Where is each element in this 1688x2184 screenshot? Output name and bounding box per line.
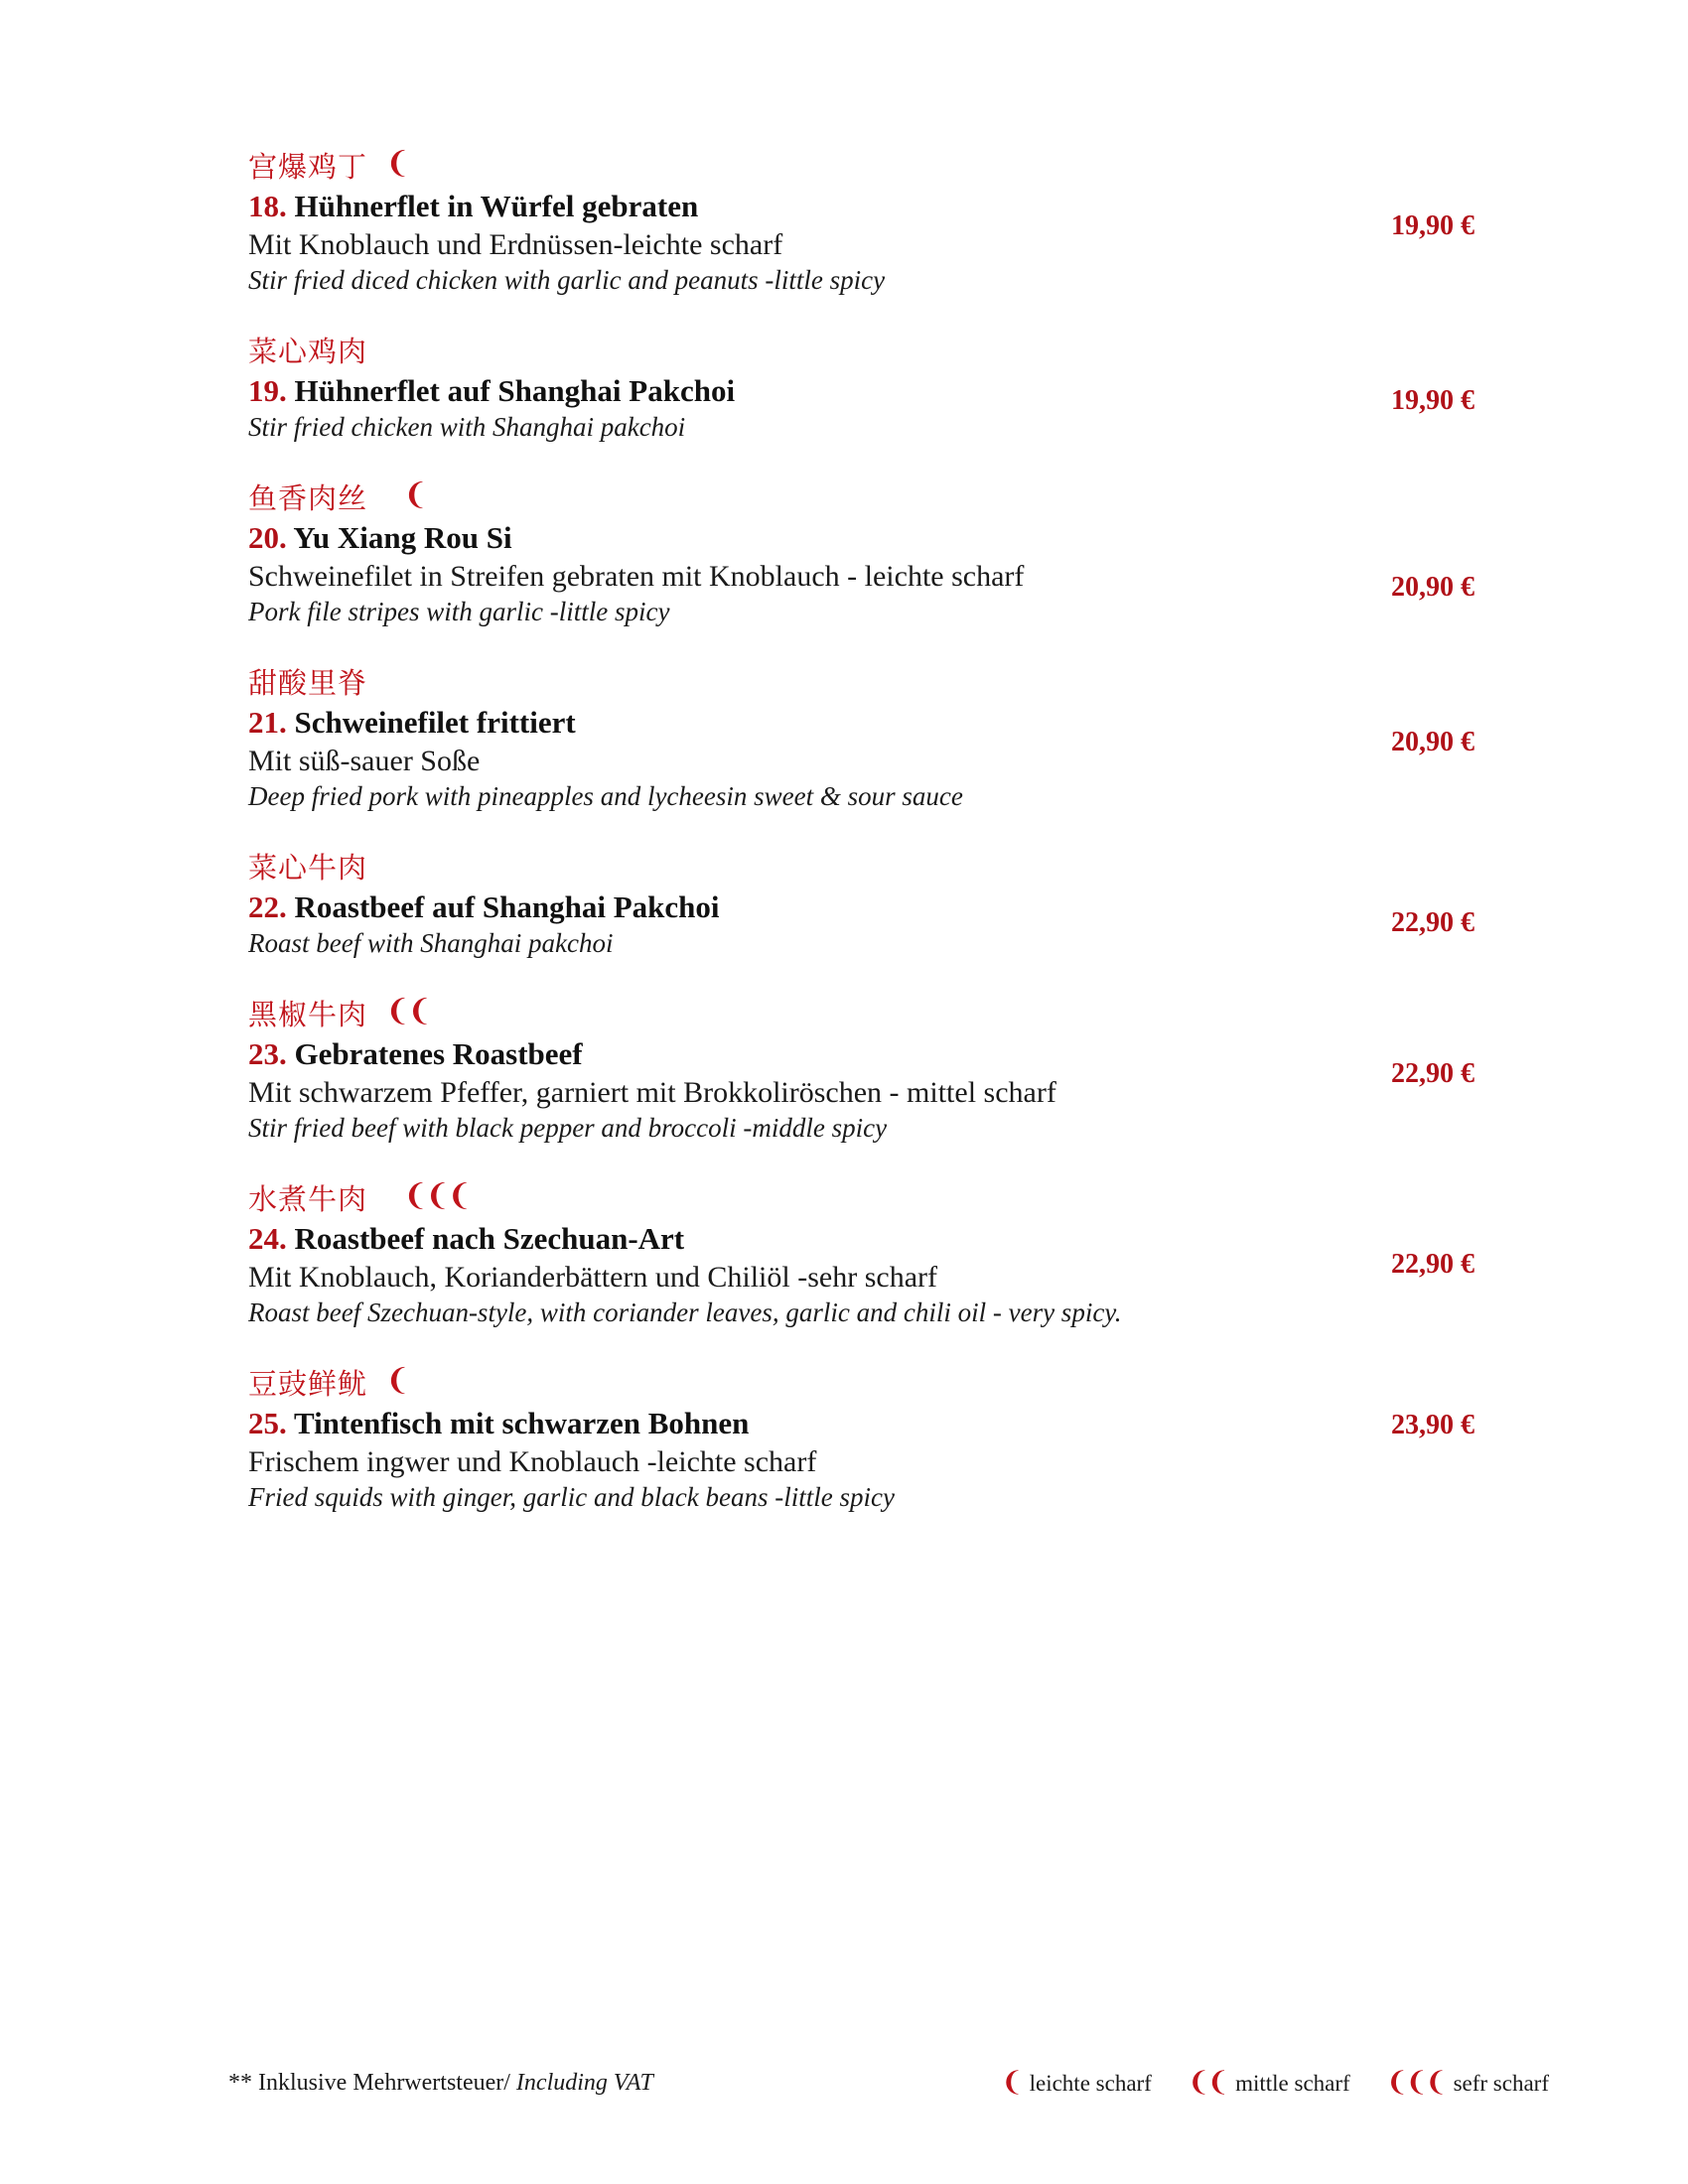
vat-text-de: Inklusive Mehrwertsteuer/ — [258, 2069, 516, 2096]
dish-price: 22,90 € — [1391, 1057, 1475, 1089]
dish-description-en: Stir fried beef with black pepper and broccoli -middle spicy — [248, 1112, 888, 1143]
menu-item — [248, 993, 1475, 1146]
menu-item-list — [248, 146, 1475, 1515]
dish-description-en: Pork file stripes with garlic -little spicy — [248, 597, 670, 627]
dish-number: 23. — [248, 1035, 287, 1071]
dish-number: 21. — [248, 705, 287, 741]
dish-description-en: Roast beef Szechuan-style, with coriander leaves, garlic and chili oil - very spicy. — [248, 1297, 1122, 1327]
vat-stars: ** — [228, 2069, 258, 2096]
dish-number: 18. — [248, 189, 287, 224]
chinese-name-row — [248, 1177, 1261, 1217]
spice-level-icon: ❨ — [385, 146, 408, 182]
legend-label: sefr scharf — [1453, 2071, 1549, 2096]
menu-item-text — [248, 665, 1261, 814]
spice-level-icon: ❨ — [385, 1362, 408, 1398]
chinese-name: 菜心鸡肉 — [248, 335, 368, 368]
menu-item-text — [248, 334, 1261, 445]
spice-level-icon: ❨❨❨ — [403, 1177, 470, 1213]
spice-legend — [1001, 2069, 1549, 2097]
legend-item-little — [1001, 2069, 1152, 2097]
dish-number: 20. — [248, 520, 287, 556]
vat-note — [228, 2070, 653, 2097]
dish-title: Hühnerflet auf Shanghai Pakchoi — [294, 373, 736, 409]
dish-price: 19,90 € — [1391, 385, 1475, 416]
menu-item-text — [248, 850, 1261, 961]
dish-price: 22,90 € — [1391, 1248, 1475, 1280]
chinese-name-row — [248, 477, 1261, 516]
chinese-name-row — [248, 850, 1261, 886]
vat-text-en: Including VAT — [515, 2069, 653, 2096]
chinese-name-row — [248, 334, 1261, 369]
menu-item-text — [248, 1362, 1261, 1515]
menu-item — [248, 1362, 1475, 1515]
dish-title: Hühnerflet in Würfel gebraten — [294, 189, 699, 224]
dish-price: 20,90 € — [1391, 726, 1475, 757]
spice-middle-icon: ❨❨ — [1187, 2067, 1227, 2098]
dish-title-line — [248, 1220, 1261, 1258]
dish-title-line — [248, 372, 1261, 410]
dish-description-en: Deep fried pork with pineapples and lycheesin sweet & sour sauce — [248, 781, 963, 812]
dish-description-de: Frischem ingwer und Knoblauch -leichte scharf — [248, 1444, 817, 1478]
chinese-name: 甜酸里脊 — [248, 665, 368, 700]
menu-item — [248, 334, 1475, 445]
spice-level-icon: ❨❨ — [385, 993, 430, 1028]
dish-title: Yu Xiang Rou Si — [293, 520, 512, 556]
chinese-name-row — [248, 993, 1261, 1032]
chinese-name-row — [248, 146, 1261, 185]
menu-item-text — [248, 1177, 1261, 1330]
dish-title-line — [248, 519, 1261, 557]
legend-item-very — [1386, 2069, 1549, 2097]
menu-item-text — [248, 993, 1261, 1146]
dish-description-de: Mit Knoblauch und Erdnüssen-leichte scharf — [248, 228, 783, 262]
legend-label: mittle scharf — [1235, 2071, 1350, 2096]
dish-description-en: Stir fried chicken with Shanghai pakchoi — [248, 412, 686, 443]
menu-item — [248, 146, 1475, 298]
dish-description-de: Mit schwarzem Pfeffer, garniert mit Brokkoliröschen - mittel scharf — [248, 1075, 1056, 1109]
legend-label: leichte scharf — [1029, 2071, 1152, 2096]
dish-title-line — [248, 1405, 1261, 1442]
dish-title: Gebratenes Roastbeef — [294, 1035, 583, 1071]
chinese-name-row — [248, 1362, 1261, 1402]
dish-title: Roastbeef auf Shanghai Pakchoi — [294, 889, 720, 925]
dish-title: Tintenfisch mit schwarzen Bohnen — [293, 1405, 750, 1440]
dish-description-de: Mit süß-sauer Soße — [248, 744, 481, 777]
dish-description-de: Mit Knoblauch, Korianderbättern und Chiliöl -sehr scharf — [248, 1260, 937, 1294]
chinese-name: 豆豉鲜鱿 — [248, 1366, 368, 1401]
menu-item-text — [248, 477, 1261, 629]
chinese-name-row — [248, 665, 1261, 701]
spice-very-icon: ❨❨❨ — [1385, 2067, 1445, 2098]
spice-level-icon: ❨ — [403, 477, 426, 512]
dish-number: 25. — [248, 1405, 287, 1440]
dish-title-line — [248, 888, 1261, 926]
chinese-name: 菜心牛肉 — [248, 850, 368, 885]
dish-price: 23,90 € — [1391, 1409, 1475, 1440]
menu-item — [248, 850, 1475, 961]
menu-item — [248, 1177, 1475, 1330]
spice-little-icon: ❨ — [1000, 2067, 1021, 2098]
dish-number: 24. — [248, 1220, 287, 1256]
page-footer — [228, 2069, 1549, 2097]
menu-item — [248, 477, 1475, 629]
dish-description-en: Stir fried diced chicken with garlic and peanuts -little spicy — [248, 265, 886, 296]
chinese-name: 黑椒牛肉 — [248, 997, 368, 1031]
dish-price: 22,90 € — [1391, 906, 1475, 938]
chinese-name: 宫爆鸡丁 — [248, 150, 368, 184]
dish-description-de: Schweinefilet in Streifen gebraten mit Knoblauch - leichte scharf — [248, 559, 1025, 593]
legend-item-middle — [1188, 2069, 1350, 2097]
dish-title: Roastbeef nach Szechuan-Art — [294, 1220, 685, 1256]
menu-item — [248, 665, 1475, 814]
chinese-name: 水煮牛肉 — [248, 1181, 368, 1216]
dish-title-line — [248, 1035, 1261, 1073]
dish-title-line — [248, 188, 1261, 225]
menu-item-text — [248, 146, 1261, 298]
dish-title: Schweinefilet frittiert — [294, 705, 576, 741]
dish-price: 19,90 € — [1391, 210, 1475, 241]
dish-price: 20,90 € — [1391, 571, 1475, 603]
dish-number: 22. — [248, 889, 287, 925]
dish-number: 19. — [248, 373, 287, 409]
dish-description-en: Roast beef with Shanghai pakchoi — [248, 927, 614, 958]
dish-title-line — [248, 704, 1261, 742]
chinese-name: 鱼香肉丝 — [248, 480, 368, 515]
dish-description-en: Fried squids with ginger, garlic and black beans -little spicy — [248, 1481, 895, 1512]
